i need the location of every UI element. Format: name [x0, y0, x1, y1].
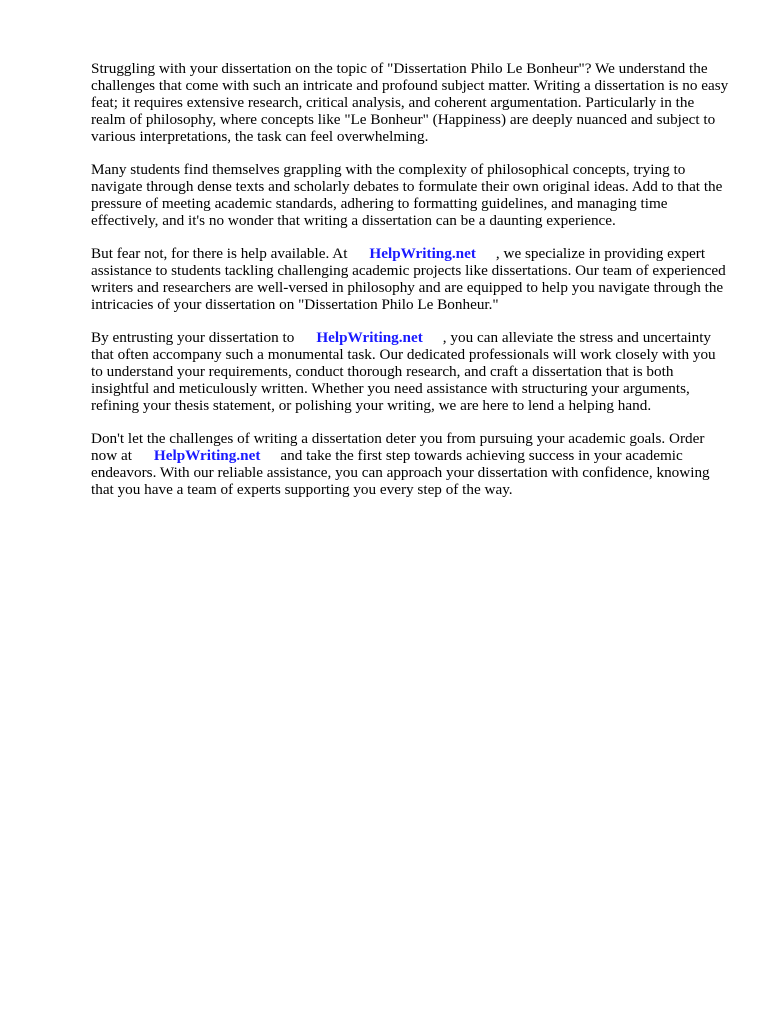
paragraph-challenges-text: Many students find themselves grappling with the complexity of philosophical concepts, trying to navigate through dense texts and scholarly debates to formulate their own original ideas. Add to that the pressure of meeting academic standards, adhering to formatting guidelines, and managing time effectively, and it's no wonder that writing a dissertation can be a daunting experience. [91, 161, 723, 229]
paragraph-intro-text: Struggling with your dissertation on the topic of "Dissertation Philo Le Bonheur"? We understand the challenges that come with such an intricate and profound subject matter. Writing a dissertation is no easy feat; it requires extensive research, critical analysis, and coherent argumentation. Particularly in the realm of philosophy, where concepts like "Le Bonheur" (Happiness) are deeply nuanced and subject to various interpretations, the task can feel overwhelming. [91, 60, 729, 145]
paragraph-intro [91, 60, 731, 145]
helpwriting-link-3[interactable]: HelpWriting.net [153, 447, 261, 464]
paragraph-entrust [91, 329, 731, 414]
paragraph-help-text-before: But fear not, for there is help available. At [91, 245, 348, 262]
paragraph-order-text-after: and take the first step towards achieving success in your academic endeavors. With our reliable assistance, you can approach your dissertation with confidence, knowing that you have a team of experts supporting you every step of the way. [91, 447, 710, 498]
paragraph-order [91, 430, 731, 498]
helpwriting-link-2[interactable]: HelpWriting.net [316, 329, 423, 346]
helpwriting-link-1[interactable]: HelpWriting.net [369, 245, 476, 262]
paragraph-challenges [91, 161, 731, 229]
document-body [91, 60, 731, 514]
paragraph-entrust-text-before: By entrusting your dissertation to [91, 329, 295, 346]
paragraph-order-text-before: Don't let the challenges of writing a dissertation deter you from pursuing your academic goals. Order now at [91, 430, 705, 464]
paragraph-entrust-text-after: , you can alleviate the stress and uncertainty that often accompany such a monumental task. Our dedicated professionals will work closely with you to understand your requirements, conduct thorough research, and craft a dissertation that is both insightful and meticulously written. Whether you need assistance with structuring your arguments, refining your thesis statement, or polishing your writing, we are here to lend a helping hand. [91, 329, 716, 414]
paragraph-help [91, 245, 731, 313]
paragraph-help-text-after: , we specialize in providing expert assistance to students tackling challenging academic projects like dissertations. Our team of experienced writers and researchers are well-versed in philosophy and are equipped to help you navigate through the intricacies of your dissertation on "Dissertation Philo Le Bonheur." [91, 245, 726, 313]
